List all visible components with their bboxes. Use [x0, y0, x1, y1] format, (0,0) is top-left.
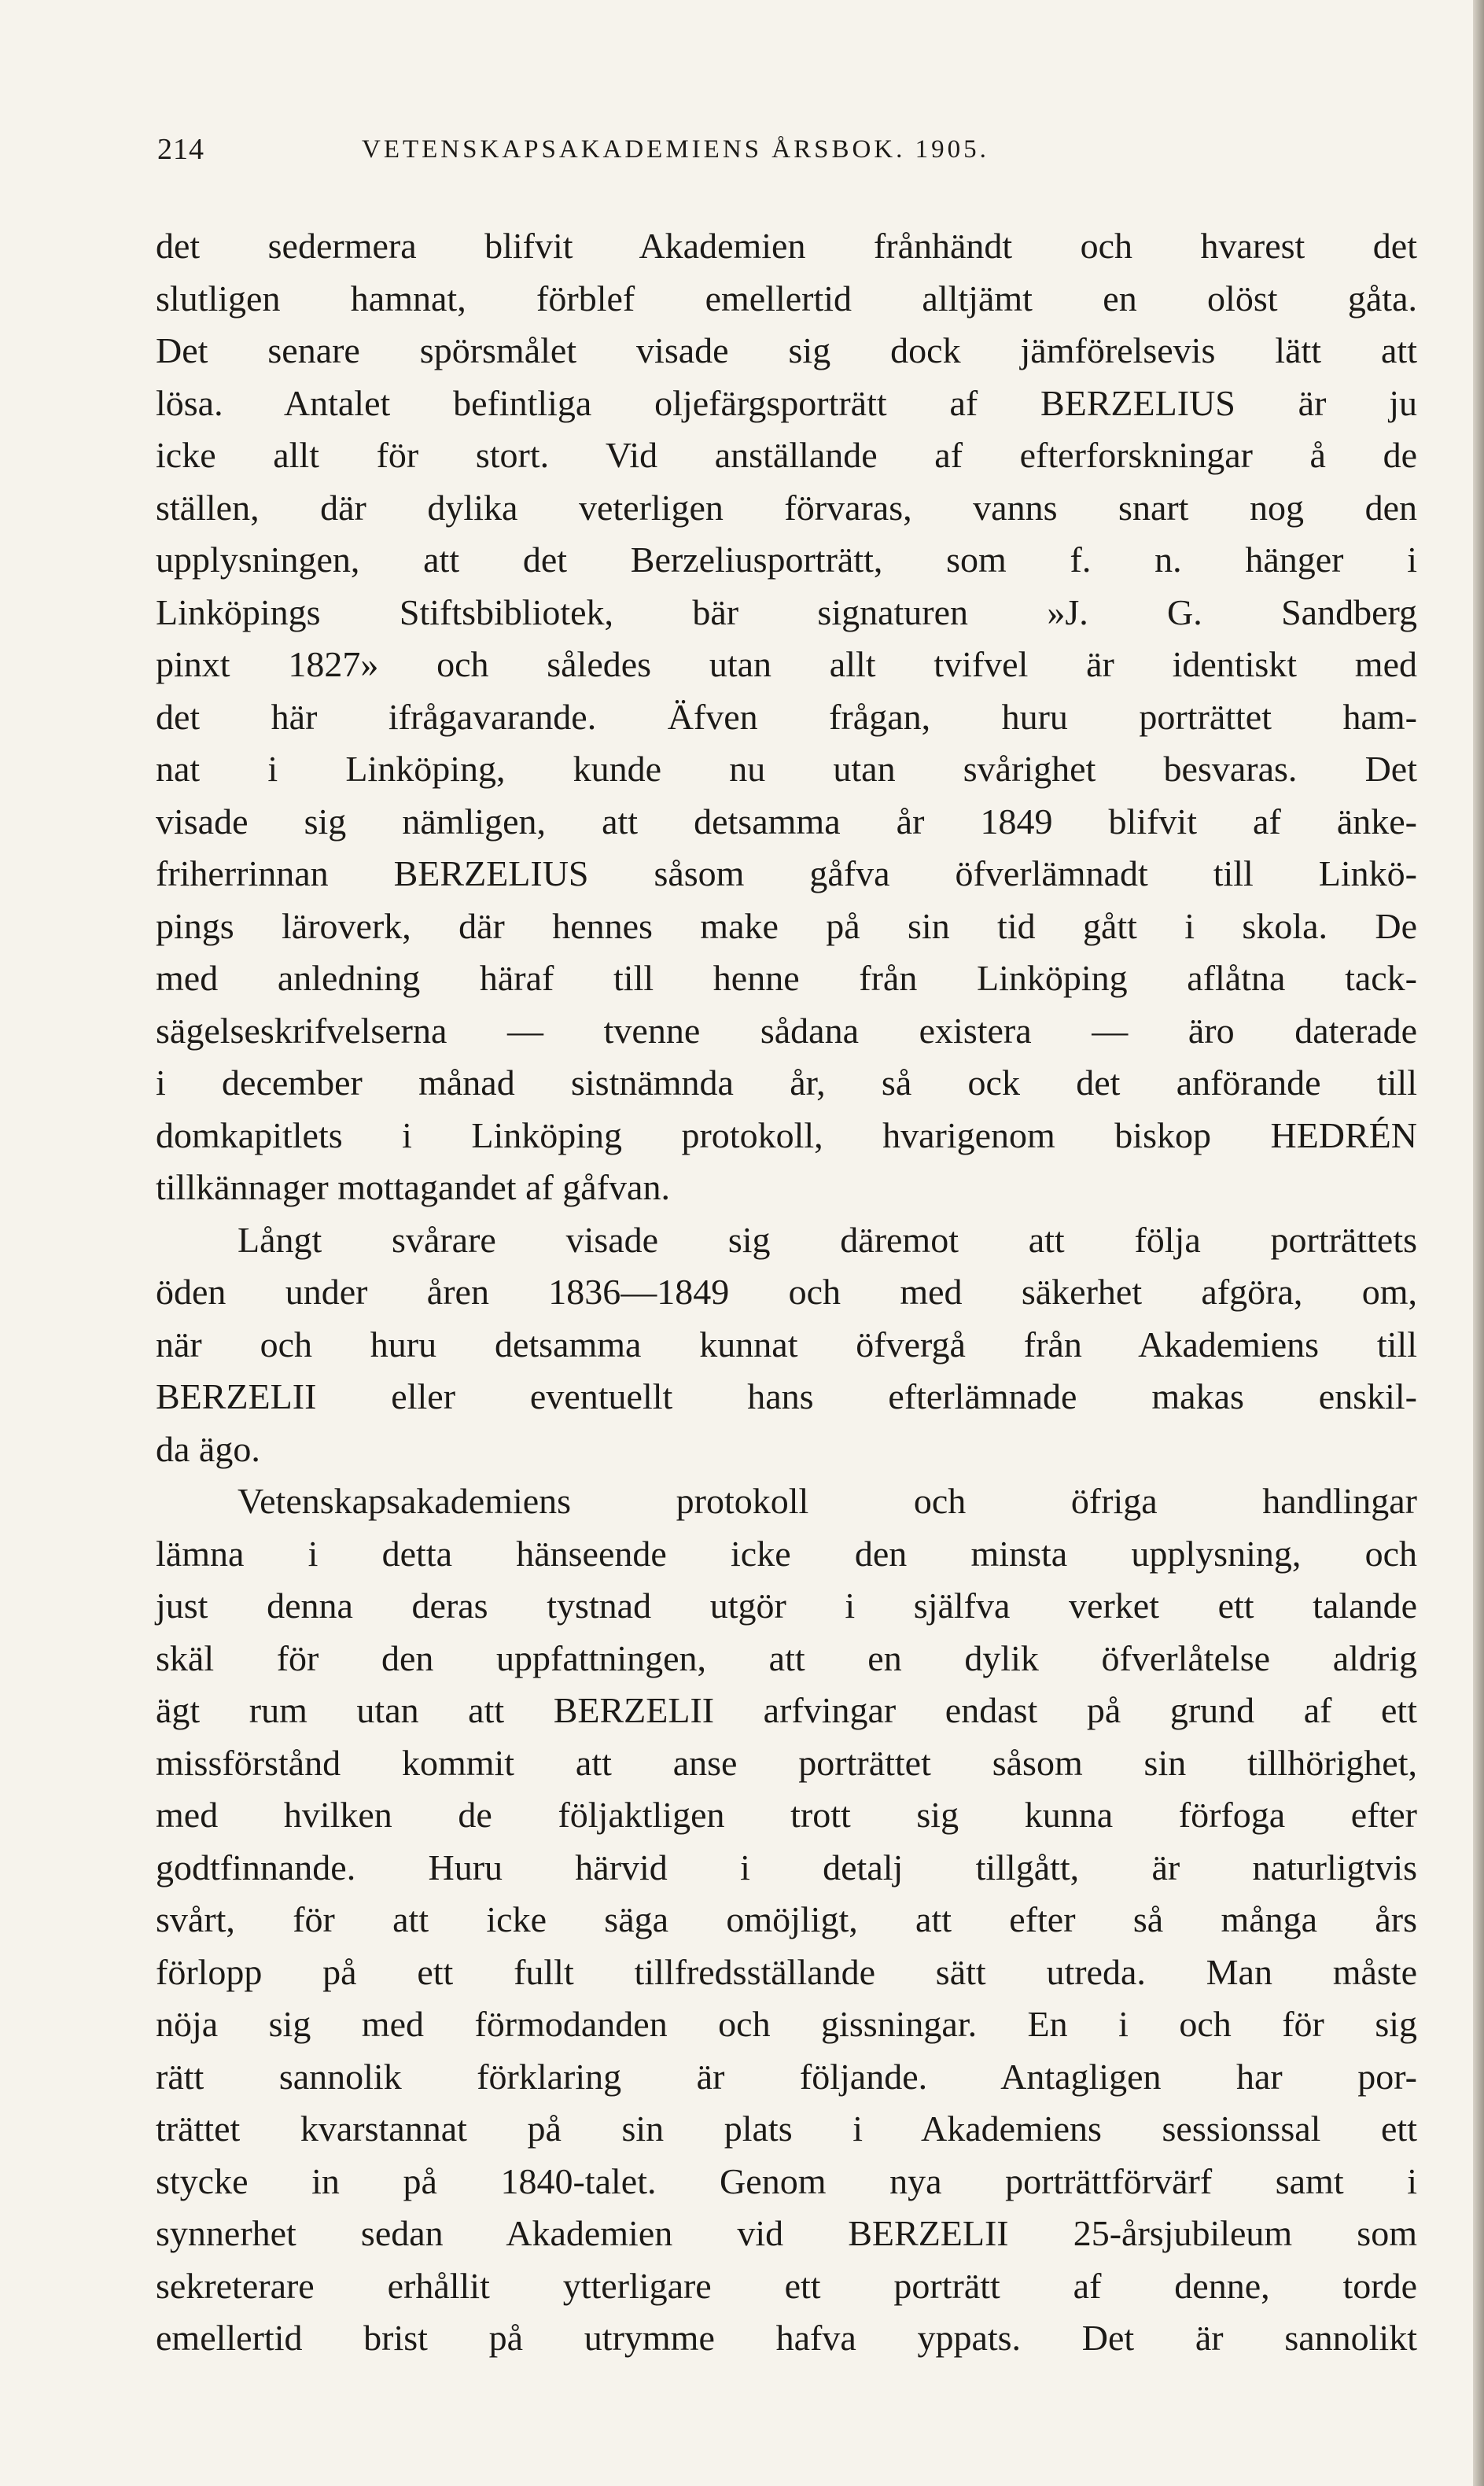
- text-line: just denna deras tystnad utgör i själfva verket ett talande: [156, 1586, 1417, 1626]
- text-line: öden under åren 1836—1849 och med säkerhet afgöra, om,: [156, 1272, 1417, 1312]
- page-number: 214: [157, 133, 204, 166]
- text-line: med anledning häraf till henne från Linköping aflåtna tack-: [156, 958, 1417, 998]
- text-line: rätt sannolik förklaring är följande. Antagligen har por-: [156, 2056, 1417, 2097]
- text-line: godtfinnande. Huru härvid i detalj tillgått, är naturligtvis: [156, 1847, 1417, 1888]
- text-line: da ägo.: [156, 1428, 260, 1469]
- text-line: lämna i detta hänseende icke den minsta upplysning, och: [156, 1533, 1417, 1574]
- text-line: det här ifrågavarande. Äfven frågan, huru porträttet ham-: [156, 696, 1417, 737]
- text-line: emellertid brist på utrymme hafva yppats. Det är sannolikt: [156, 2318, 1417, 2358]
- text-line: upplysningen, att det Berzeliusporträtt, som f. n. hänger i: [156, 540, 1417, 580]
- text-line: friherrinnan BERZELIUS såsom gåfva öfverlämnadt till Linkö-: [156, 853, 1417, 893]
- text-line: nöja sig med förmodanden och gissningar. En i och för sig: [156, 2004, 1417, 2044]
- text-line: sekreterare erhållit ytterligare ett porträtt af denne, torde: [156, 2265, 1417, 2306]
- text-line: pinxt 1827» och således utan allt tvifvel är identiskt med: [156, 644, 1417, 684]
- text-line: domkapitlets i Linköping protokoll, hvarigenom biskop HEDRÉN: [156, 1114, 1417, 1155]
- text-line: pings läroverk, där hennes make på sin tid gått i skola. De: [156, 905, 1417, 946]
- text-line: missförstånd kommit att anse porträttet såsom sin tillhörighet,: [156, 1742, 1417, 1783]
- text-line: icke allt för stort. Vid anställande af efterforskningar å de: [156, 435, 1417, 475]
- running-title: VETENSKAPSAKADEMIENS ÅRSBOK. 1905.: [362, 135, 989, 164]
- text-line-paragraph-start: Långt svårare visade sig däremot att följa porträttets: [238, 1219, 1417, 1260]
- text-line: trättet kvarstannat på sin plats i Akademiens sessionssal ett: [156, 2108, 1417, 2149]
- text-line: svårt, för att icke säga omöjligt, att efter så många års: [156, 1899, 1417, 1939]
- text-line: i december månad sistnämnda år, så ock det anförande till: [156, 1063, 1417, 1103]
- text-line: BERZELII eller eventuellt hans efterlämnade makas enskil-: [156, 1376, 1417, 1416]
- text-line: synnerhet sedan Akademien vid BERZELII 25-årsjubileum som: [156, 2213, 1417, 2253]
- text-line: sägelseskrifvelserna — tvenne sådana existera — äro daterade: [156, 1010, 1417, 1051]
- text-line: med hvilken de följaktligen trott sig kunna förfoga efter: [156, 1795, 1417, 1835]
- text-line: ställen, där dylika veterligen förvaras, vanns snart nog den: [156, 487, 1417, 528]
- text-line: förlopp på ett fullt tillfredsställande sätt utreda. Man måste: [156, 1951, 1417, 1992]
- body-text: [156, 220, 1417, 2365]
- page-header: [157, 132, 1416, 179]
- text-line: Det senare spörsmålet visade sig dock jämförelsevis lätt att: [156, 330, 1417, 370]
- text-line: visade sig nämligen, att detsamma år 1849 blifvit af änke-: [156, 801, 1417, 842]
- text-line: slutligen hamnat, förblef emellertid alltjämt en olöst gåta.: [156, 278, 1417, 319]
- text-line-paragraph-start: Vetenskapsakademiens protokoll och öfriga handlingar: [238, 1481, 1417, 1521]
- text-line: nat i Linköping, kunde nu utan svårighet besvaras. Det: [156, 749, 1417, 789]
- text-line: när och huru detsamma kunnat öfvergå från Akademiens till: [156, 1324, 1417, 1365]
- text-line: lösa. Antalet befintliga oljefärgsporträtt af BERZELIUS är ju: [156, 382, 1417, 423]
- text-line: det sedermera blifvit Akademien frånhändt och hvarest det: [156, 226, 1417, 266]
- text-line: skäl för den uppfattningen, att en dylik öfverlåtelse aldrig: [156, 1637, 1417, 1678]
- text-line: Linköpings Stiftsbibliotek, bär signaturen »J. G. Sandberg: [156, 591, 1417, 632]
- page-edge-shadow: [1473, 0, 1484, 2486]
- text-line: stycke in på 1840-talet. Genom nya porträttförvärf samt i: [156, 2160, 1417, 2201]
- text-line: ägt rum utan att BERZELII arfvingar endast på grund af ett: [156, 1690, 1417, 1730]
- text-line: tillkännager mottagandet af gåfvan.: [156, 1167, 670, 1207]
